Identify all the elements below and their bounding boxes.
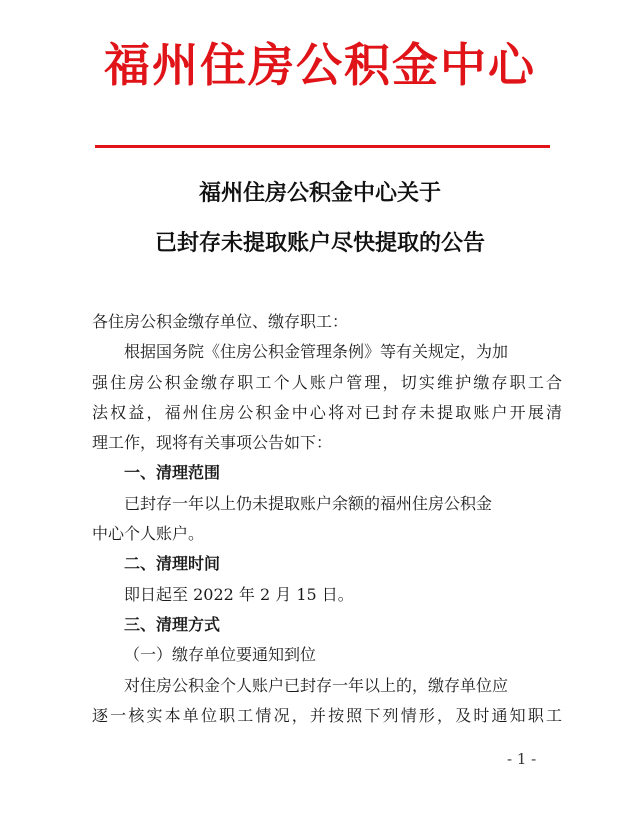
- paragraph-line: 对住房公积金个人账户已封存一年以上的，缴存单位应: [124, 675, 509, 695]
- paragraph-line: 逐一核实本单位职工情况，并按照下列情形，及时通知职工: [92, 705, 562, 725]
- section-heading-scope: 一、清理范围: [124, 463, 221, 483]
- section-heading-method: 三、清理方式: [124, 614, 221, 634]
- page-number: - 1 -: [507, 750, 537, 768]
- paragraph-line: 已封存一年以上仍未提取账户余额的福州住房公积金: [124, 493, 493, 513]
- document-title-line-1: 福州住房公积金中心关于: [198, 181, 441, 206]
- paragraph-line: 强住房公积金缴存职工个人账户管理，切实维护缴存职工合: [92, 372, 562, 392]
- document-body: [92, 307, 562, 731]
- red-divider: [95, 145, 550, 148]
- salutation: 各住房公积金缴存单位、缴存职工：: [92, 312, 349, 331]
- paragraph-line: 根据国务院《住房公积金管理条例》等有关规定，为加: [124, 342, 509, 362]
- paragraph-line: 中心个人账户。: [92, 524, 205, 544]
- paragraph-line: 理工作，现将有关事项公告如下：: [92, 433, 333, 453]
- document-title-line-2: 已封存未提取账户尽快提取的公告: [154, 231, 485, 256]
- paragraph-line: 即日起至 2022 年 2 月 15 日。: [124, 584, 354, 604]
- subsection-heading: （一）缴存单位要通知到位: [124, 645, 317, 665]
- org-masthead: 福州住房公积金中心: [104, 38, 536, 92]
- page-number-footer: [0, 750, 640, 774]
- section-heading-time: 二、清理时间: [124, 554, 221, 574]
- paragraph-line: 法权益，福州住房公积金中心将对已封存未提取账户开展清: [92, 402, 562, 422]
